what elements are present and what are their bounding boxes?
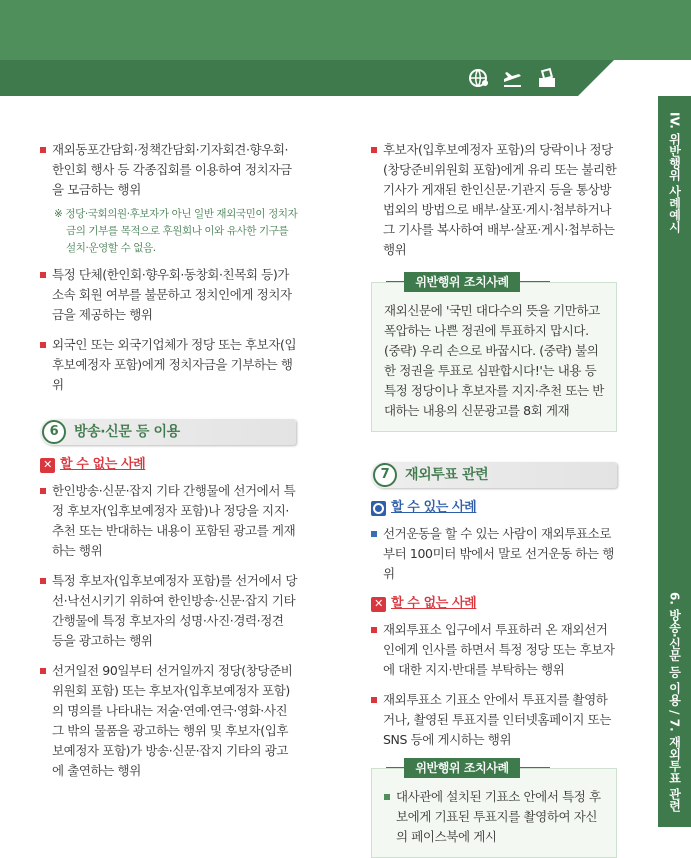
section-number: 6: [42, 420, 66, 444]
not-allowed-label: 할 수 없는 사례: [391, 596, 477, 611]
section-6-heading: [40, 419, 296, 445]
section-title-text: 재외투표 관련: [405, 467, 489, 483]
section-title-text: 방송·신문 등 이용: [74, 424, 180, 440]
x-mark-icon: ✕: [40, 458, 55, 473]
left-column: [40, 140, 298, 791]
case-text: 재외신문에 '국민 대다수의 뜻을 기만하고 폭압하는 나쁜 정권에 투표하지 맙시다. (중략) 우리 손으로 바꿉시다. (중략) 불의한 정권을 투표로 심판합시다!'는 내용 등 특정 정당이나 후보자를 지지·추천 또는 반대하는 내용의 신문광고를 8회 게재: [384, 303, 604, 418]
list-item: 선거일전 90일부터 선거일까지 정당(창당준비위원회 포함) 또는 후보자(입후보예정자 포함)의 명의를 나타내는 저술·연예·연극·영화·사진 그 밖의 물품을 광고하는 행위 및 후보자(입후보예정자 포함)가 방송·신문·잡지 기타의 광고에 출연하는 행위: [40, 661, 298, 781]
list-item: 특정 단체(한인회·향우회·동창회·친목회 등)가 소속 회원 여부를 불문하고 정치인에게 정치자금을 제공하는 행위: [40, 265, 298, 325]
violation-case-box: [371, 275, 617, 432]
allowed-tag: [371, 498, 617, 518]
case-header: 위반행위 조치사례: [404, 758, 520, 778]
globe-pin-icon: [466, 65, 492, 91]
list-item: 재외투표소 입구에서 투표하러 온 재외선거인에게 인사를 하면서 특정 정당 또는 후보자에 대한 지지·반대를 부탁하는 행위: [371, 620, 617, 680]
x-mark-icon: ✕: [371, 597, 386, 612]
chapter-title: IV. 위반행위 사례예시: [667, 112, 682, 234]
section-7-heading: [371, 462, 617, 488]
footnote: ※ 정당·국회의원·후보자가 아닌 일반 재외국민이 정치자금의 기부를 목적으로 후원회나 이와 유사한 기구를 설치·운영할 수 없음.: [54, 208, 298, 254]
chapter-tab: [664, 112, 686, 332]
not-allowed-tag: [371, 594, 617, 614]
airplane-icon: [500, 65, 526, 91]
not-allowed-tag: [40, 455, 298, 475]
list-item: 선거운동을 할 수 있는 사람이 재외투표소로부터 100미터 밖에서 말로 선거운동 하는 행위: [371, 524, 617, 584]
list-item: 후보자(입후보예정자 포함)의 당락이나 정당(창당준비위원회 포함)에게 유리 또는 불리한 기사가 게재된 한인신문·기관지 등을 통상방법외의 방법으로 배부·살포·게시·첩부하거나 그 기사를 복사하여 배부·살포·게시·첩부하는 행위: [371, 140, 617, 260]
header-icons: [466, 64, 566, 92]
list-item: 재외동포간담회·정책간담회·기자회견·향우회·한인회 행사 등 각종집회를 이용하여 정치자금을 모금하는 행위: [40, 140, 298, 200]
circle-mark-icon: [371, 501, 386, 516]
header-bar-tip: [578, 60, 614, 96]
case-text: 대사관에 설치된 기표소 안에서 특정 후보에게 기표된 투표지를 촬영하여 자신의 페이스북에 게시: [384, 787, 604, 847]
ballot-box-icon: [534, 65, 560, 91]
case-header: 위반행위 조치사례: [404, 272, 520, 292]
allowed-label: 할 수 있는 사례: [391, 500, 477, 515]
top-band: [0, 0, 691, 60]
section-title: 6. 방송·신문 등 이용 / 7. 재외투표 관련: [667, 592, 682, 813]
section-number: 7: [373, 463, 397, 487]
right-column: [371, 140, 617, 858]
not-allowed-label: 할 수 없는 사례: [60, 457, 146, 472]
section-tab: [664, 592, 686, 817]
list-item: 특정 후보자(입후보예정자 포함)를 선거에서 당선·낙선시키기 위하여 한인방송·신문·잡지 기타 간행물에 특정 후보자의 성명·사진·경력·정견 등을 광고하는 행위: [40, 571, 298, 651]
case-body: [372, 769, 616, 857]
list-item: 한인방송·신문·잡지 기타 간행물에 선거에서 특정 후보자(입후보예정자 포함)나 정당을 지지·추천 또는 반대하는 내용이 포함된 광고를 게재하는 행위: [40, 481, 298, 561]
violation-case-box: [371, 761, 617, 858]
list-item: 외국인 또는 외국기업체가 정당 또는 후보자(입후보예정자 포함)에게 정치자금을 기부하는 행위: [40, 335, 298, 395]
list-item: 재외투표소 기표소 안에서 투표지를 촬영하거나, 촬영된 투표지를 인터넷홈페이지 또는 SNS 등에 게시하는 행위: [371, 690, 617, 750]
